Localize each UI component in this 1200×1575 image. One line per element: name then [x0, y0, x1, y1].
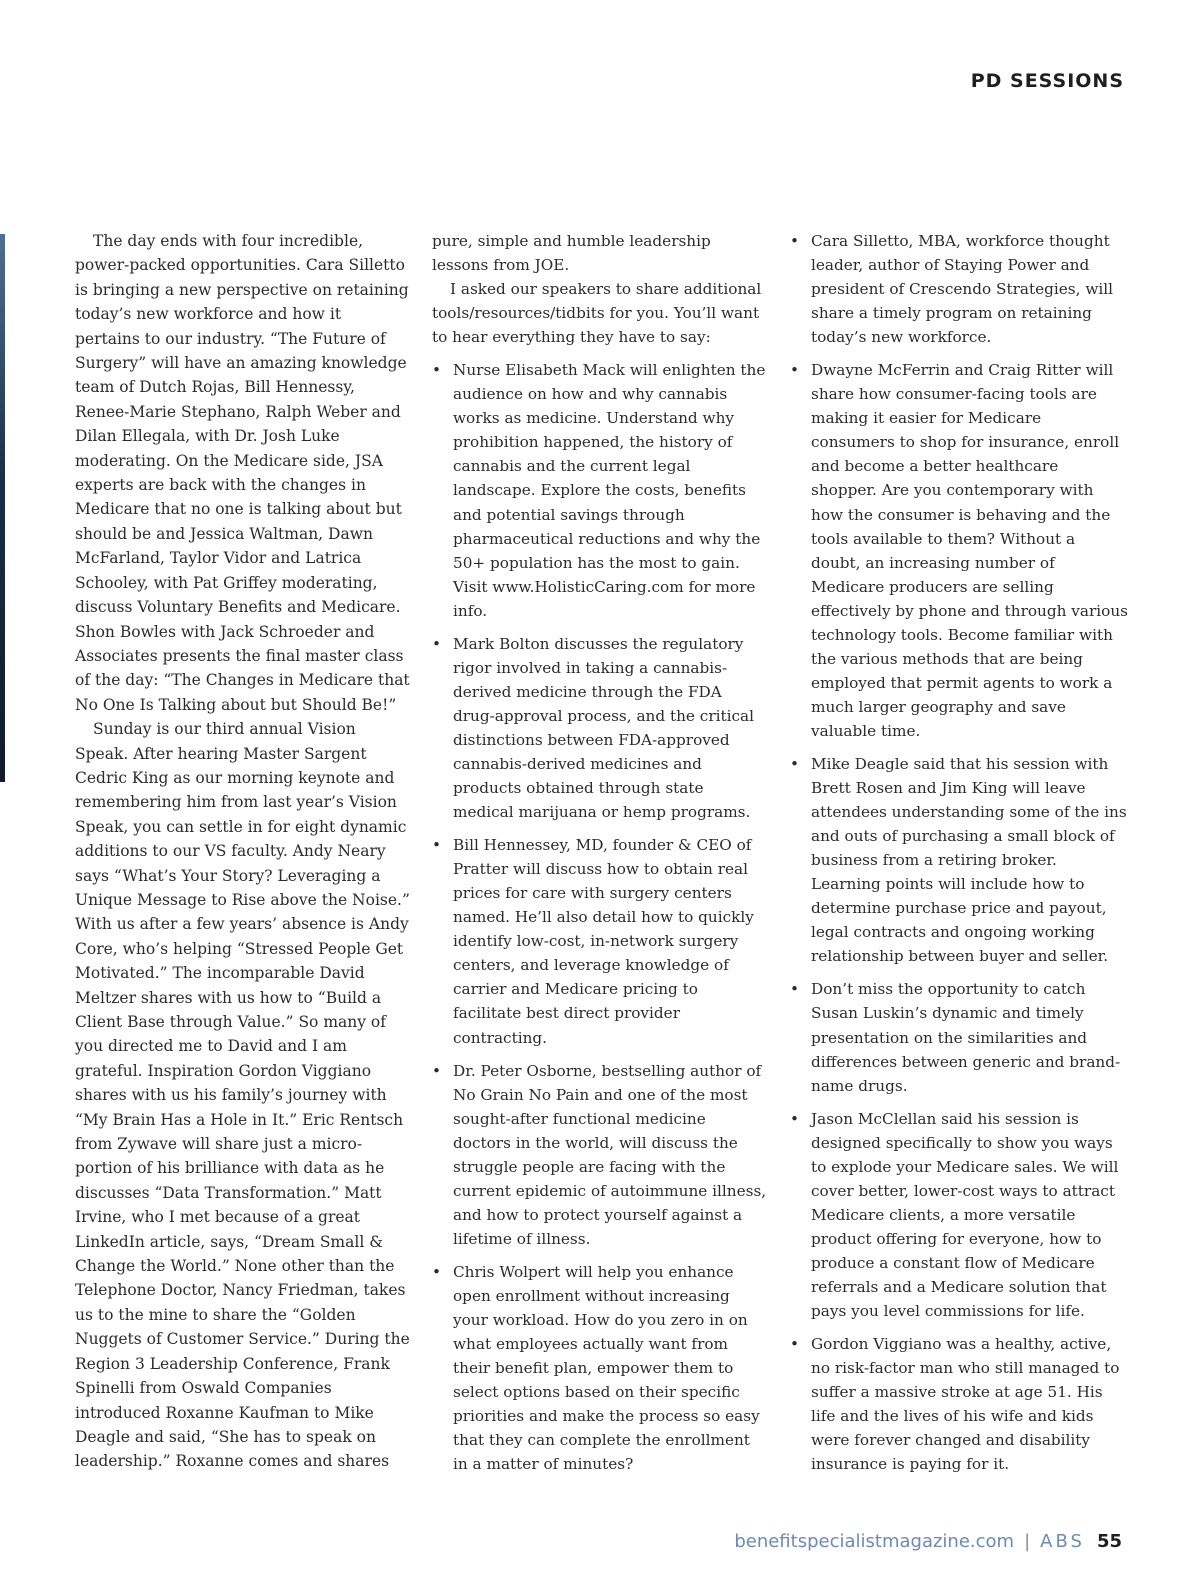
footer-separator: |: [1024, 1531, 1031, 1552]
list-item: • Mark Bolton discusses the regulatory rigor involved in taking a cannabis-derived medicine through the FDA drug-approval process, and the critical distinctions between FDA-approved cannabis-derived medicines and products obtained through state medical marijuana or hemp programs.: [432, 632, 767, 824]
column-1: [75, 229, 410, 1474]
paragraph: The day ends with four incredible, power-packed opportunities. Cara Silletto is bringing a new perspective on retaining today’s new workforce and how it pertains to our industry. “The Future of Surgery” will have an amazing knowledge team of Dutch Rojas, Bill Hennessy, Renee-Marie Stephano, Ralph Weber and Dilan Ellegala, with Dr. Josh Luke moderating. On the Medicare side, JSA experts are back with the changes in Medicare that no one is talking about but should be and Jessica Waltman, Dawn McFarland, Taylor Vidor and Latrica Schooley, with Pat Griffey moderating, discuss Voluntary Benefits and Medicare. Shon Bowles with Jack Schroeder and Associates presents the final master class of the day: “The Changes in Medicare that No One Is Talking about but Should Be!”: [75, 232, 410, 714]
list-item: • Don’t miss the opportunity to catch Susan Luskin’s dynamic and timely presentation on the similarities and differences between generic and brand-name drugs.: [790, 977, 1128, 1097]
list-item: • Mike Deagle said that his session with Brett Rosen and Jim King will leave attendees understanding some of the ins and outs of purchasing a small block of business from a retiring broker. Learning points will include how to determine purchase price and payout, legal contracts and ongoing working relationship between buyer and seller.: [790, 752, 1128, 968]
section-label: PD SESSIONS: [970, 70, 1124, 92]
website-link[interactable]: benefitspecialistmagazine.com: [734, 1531, 1015, 1552]
list-item: • Chris Wolpert will help you enhance open enrollment without increasing your workload. How do you zero in on what employees actually want from their benefit plan, empower them to select options based on their specific priorities and make the process so easy that they can complete the enrollment in a matter of minutes?: [432, 1260, 767, 1476]
page-number: 55: [1096, 1531, 1122, 1552]
list-item: • Jason McClellan said his session is designed specifically to show you ways to explode your Medicare sales. We will cover better, lower-cost ways to attract Medicare clients, a more versatile product offering for everyone, how to produce a constant flow of Medicare referrals and a Medicare solution that pays you level commissions for life.: [790, 1107, 1128, 1323]
list-item: • Nurse Elisabeth Mack will enlighten the audience on how and why cannabis works as medicine. Understand why prohibition happened, the history of cannabis and the current legal landscape. Explore the costs, benefits and potential savings through pharmaceutical reductions and why the 50+ population has the most to gain. Visit www.HolisticCaring.com for more info.: [432, 358, 767, 623]
edge-color-bar: [0, 234, 5, 782]
magazine-name: ABS: [1040, 1531, 1085, 1552]
speaker-list: [432, 358, 767, 1476]
list-item: • Dr. Peter Osborne, bestselling author of No Grain No Pain and one of the most sought-after functional medicine doctors in the world, will discuss the struggle people are facing with the current epidemic of autoimmune illness, and how to protect yourself against a lifetime of illness.: [432, 1059, 767, 1251]
list-item: • Cara Silletto, MBA, workforce thought leader, author of Staying Power and president of Crescendo Strategies, will share a timely program on retaining today’s new workforce.: [790, 229, 1128, 349]
paragraph: Sunday is our third annual Vision Speak. After hearing Master Sargent Cedric King as our morning keynote and remembering him from last year’s Vision Speak, you can settle in for eight dynamic additions to our VS faculty. Andy Neary says “What’s Your Story? Leveraging a Unique Message to Rise above the Noise.” With us after a few years’ absence is Andy Core, who’s helping “Stressed People Get Motivated.” The incomparable David Meltzer shares with us how to “Build a Client Base through Value.” So many of you directed me to David and I am grateful. Inspiration Gordon Viggiano shares with us his family’s journey with “My Brain Has a Hole in It.” Eric Rentsch from Zywave will share just a micro-portion of his brilliance with data as he discusses “Data Transformation.” Matt Irvine, who I met because of a great LinkedIn article, says, “Dream Small & Change the World.” None other than the Telephone Doctor, Nancy Friedman, takes us to the mine to share the “Golden Nuggets of Customer Service.” During the Region 3 Leadership Conference, Frank Spinelli from Oswald Companies introduced Roxanne Kaufman to Mike Deagle and said, “She has to speak on leadership.” Roxanne comes and shares: [75, 720, 410, 1471]
paragraph: pure, simple and humble leadership lessons from JOE.: [432, 232, 711, 275]
list-item: • Dwayne McFerrin and Craig Ritter will share how consumer-facing tools are making it easier for Medicare consumers to shop for insurance, enroll and become a better healthcare shopper. Are you contemporary with how the consumer is behaving and the tools available to them? Without a doubt, an increasing number of Medicare producers are selling effectively by phone and through various technology tools. Become familiar with the various methods that are being employed that permit agents to work a much larger geography and save valuable time.: [790, 358, 1128, 743]
list-item: • Bill Hennessey, MD, founder & CEO of Pratter will discuss how to obtain real prices for care with surgery centers named. He’ll also detail how to quickly identify low-cost, in-network surgery centers, and leverage knowledge of carrier and Medicare pricing to facilitate best direct provider contracting.: [432, 833, 767, 1049]
column-3: [790, 229, 1128, 1485]
page-footer: [734, 1531, 1122, 1552]
column-2: [432, 229, 767, 1485]
list-item: • Gordon Viggiano was a healthy, active, no risk-factor man who still managed to suffer a massive stroke at age 51. His life and the lives of his wife and kids were forever changed and disability insurance is paying for it.: [790, 1332, 1128, 1476]
speaker-list: [790, 229, 1128, 1476]
paragraph: I asked our speakers to share additional tools/resources/tidbits for you. You’ll want to hear everything they have to say:: [432, 280, 762, 347]
